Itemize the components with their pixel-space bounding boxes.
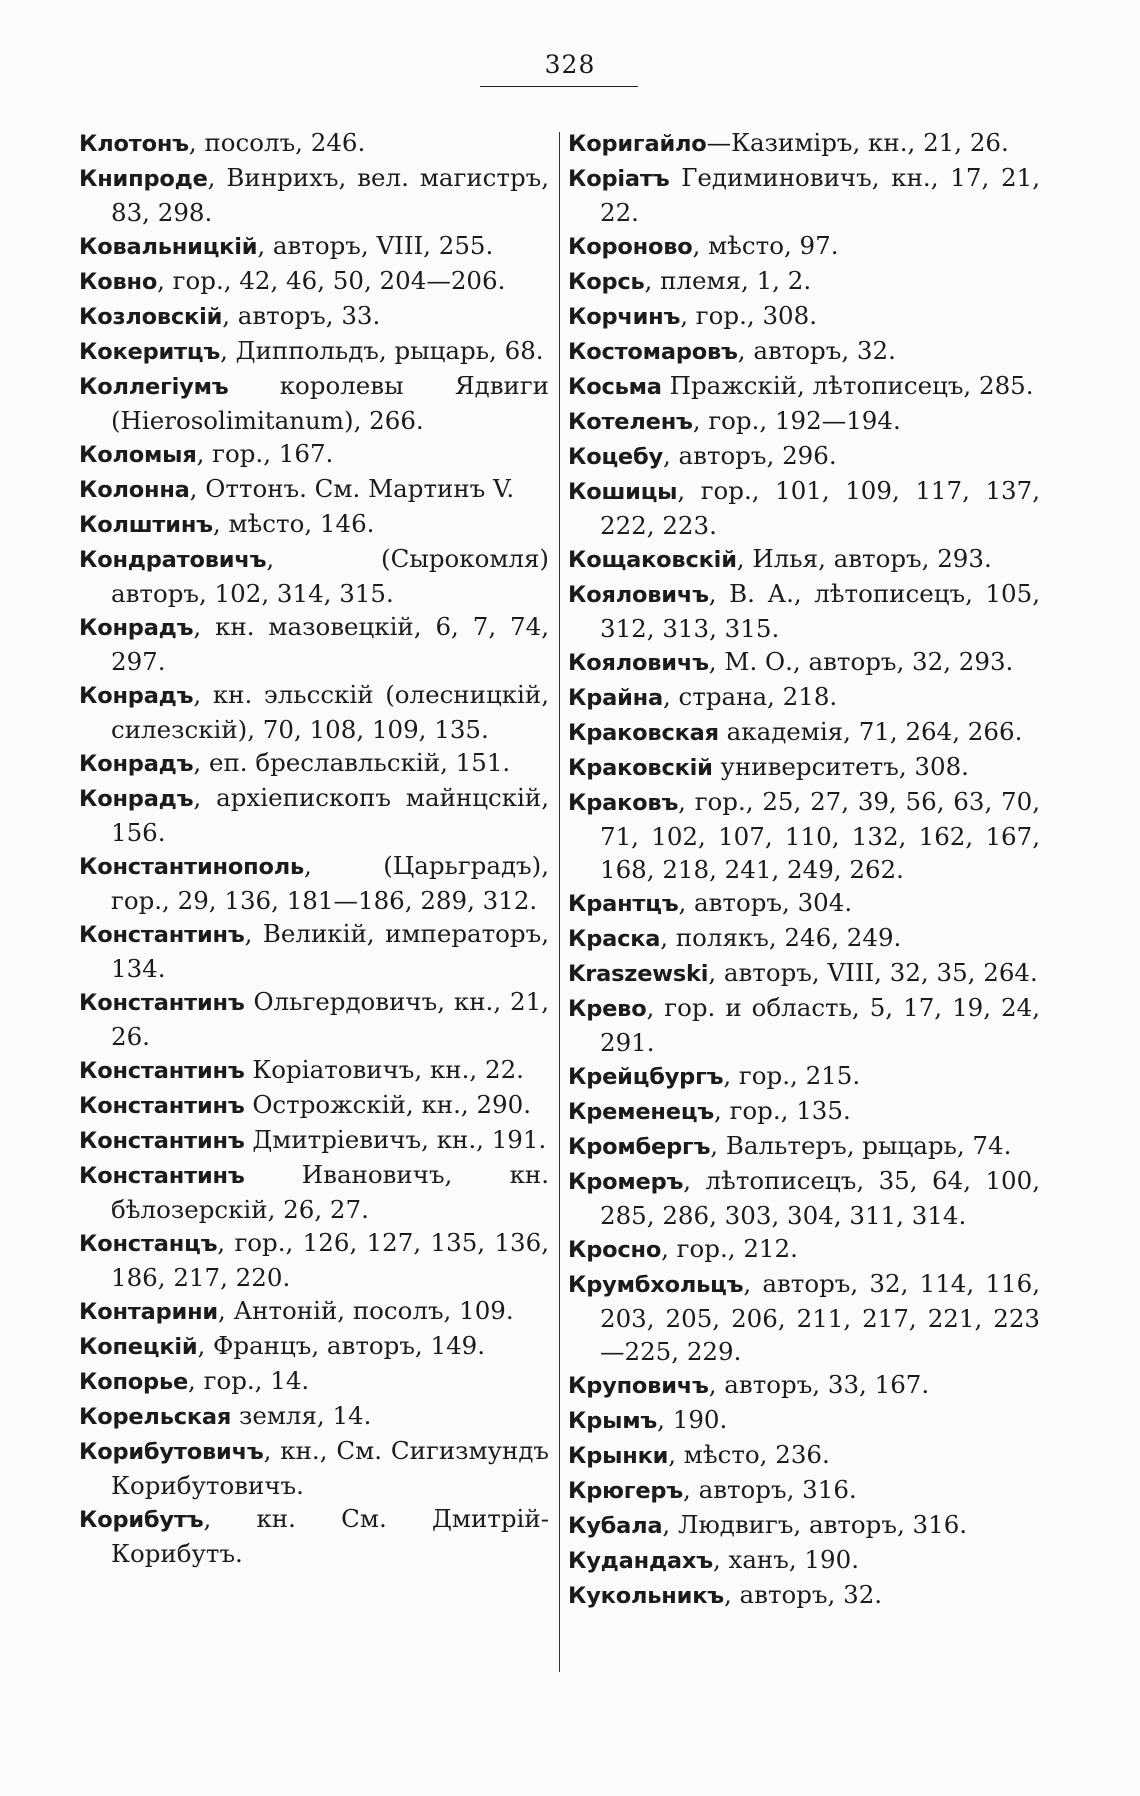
index-term: Конрадъ [79, 751, 194, 777]
index-entry [79, 1434, 549, 1502]
index-details: , гор., 42, 46, 50, 204—206. [157, 266, 506, 295]
index-term: Книпроде [79, 166, 208, 192]
index-term: Крево [568, 996, 647, 1022]
index-details: , кн. эльсскій (олесницкій, силезскій), 70, 108, 109, 135. [111, 680, 549, 744]
index-entry [568, 474, 1040, 542]
index-entry [568, 921, 1040, 956]
index-term: Копорье [79, 1369, 189, 1395]
index-entry [568, 1164, 1040, 1232]
index-details: , гор., 192—194. [692, 406, 901, 435]
index-entry [568, 229, 1040, 264]
index-details: , М. О., авторъ, 32, 293. [708, 647, 1014, 676]
index-details: , еп. бреславльскій, 151. [193, 748, 511, 777]
index-entry [568, 1508, 1040, 1543]
index-details: , гор., 215. [723, 1061, 861, 1090]
index-term: Костомаровъ [568, 339, 738, 365]
index-details: , авторъ, 33. [222, 301, 381, 330]
index-details: , Великій, императоръ, 134. [111, 919, 549, 983]
index-entry [568, 715, 1040, 750]
index-term: Краковъ [568, 790, 679, 816]
index-term: Колонна [79, 477, 190, 503]
index-entry [79, 437, 549, 472]
index-details: , посолъ, 246. [188, 128, 366, 157]
index-term: Коріатъ [568, 166, 670, 192]
index-term: Кромбергъ [568, 1134, 711, 1160]
index-entry [79, 678, 549, 746]
index-entry [568, 785, 1040, 886]
index-details: , лѣтописецъ, 35, 64, 100, 285, 286, 303, 304, 311, 314. [600, 1166, 1040, 1230]
index-term: Крайна [568, 685, 663, 711]
index-entry [568, 369, 1040, 404]
index-details: , В. А., лѣтописецъ, 105, 312, 313, 315. [600, 579, 1040, 643]
index-details: университетъ, 308. [712, 752, 969, 781]
index-entry [79, 334, 549, 369]
index-term: Косьма [568, 374, 662, 400]
index-term: Кокеритцъ [79, 339, 221, 365]
index-term: Кукольникъ [568, 1583, 724, 1609]
index-entry [79, 1329, 549, 1364]
index-column-right [568, 126, 1040, 1613]
index-entry [79, 1123, 549, 1158]
index-term: Котеленъ [568, 409, 693, 435]
index-details: , авторъ, 33, 167. [708, 1370, 930, 1399]
index-details: , гор., 126, 127, 135, 136, 186, 217, 220. [111, 1228, 549, 1292]
index-entry [568, 991, 1040, 1059]
index-details: , гор., 308. [680, 301, 817, 330]
index-term: Константинъ [79, 1163, 245, 1189]
index-entry [568, 161, 1040, 229]
index-details: , авторъ, 296. [662, 441, 837, 470]
index-entry [79, 1294, 549, 1329]
index-term: Кощаковскій [568, 547, 737, 573]
index-entry [79, 1364, 549, 1399]
index-entry [79, 542, 549, 610]
index-entry [568, 126, 1040, 161]
index-entry [568, 577, 1040, 645]
index-term: Крюгеръ [568, 1478, 684, 1504]
index-entry [79, 299, 549, 334]
index-details: , авторъ, 32, 114, 116, 203, 205, 206, 211, 217, 221, 223—225, 229. [600, 1269, 1040, 1366]
index-details: —Казиміръ, кн., 21, 26. [706, 128, 1009, 157]
index-term: Краковская [568, 720, 719, 746]
index-term: Kraszewski [568, 961, 709, 987]
index-entry [568, 439, 1040, 474]
index-term: Краска [568, 926, 661, 952]
index-details: , гор., 14. [188, 1366, 310, 1395]
index-term: Корчинъ [568, 304, 681, 330]
index-term: Коцебу [568, 444, 663, 470]
index-entry [568, 1543, 1040, 1578]
index-entry [79, 849, 549, 917]
index-details: , мѣсто, 236. [668, 1440, 830, 1469]
index-details: земля, 14. [231, 1401, 372, 1430]
index-term: Коломыя [79, 442, 197, 468]
index-entry [568, 1438, 1040, 1473]
index-term: Козловскій [79, 304, 223, 330]
index-term: Круповичъ [568, 1373, 709, 1399]
index-entry [568, 1473, 1040, 1508]
index-term: Коригайло [568, 131, 707, 157]
index-term: Конрадъ [79, 683, 194, 709]
index-term: Константинополь [79, 854, 305, 880]
index-entry [568, 404, 1040, 439]
index-details: академія, 71, 264, 266. [718, 717, 1023, 746]
index-entry [79, 746, 549, 781]
index-term: Константинъ [79, 922, 245, 948]
index-term: Кросно [568, 1237, 662, 1263]
index-details: , гор., 167. [196, 439, 334, 468]
index-term: Констанцъ [79, 1231, 218, 1257]
index-term: Кромеръ [568, 1169, 684, 1195]
index-details: Гедиминовичъ, кн., 17, 21, 22. [600, 163, 1040, 227]
index-entry [568, 1403, 1040, 1438]
index-details: , гор., 135. [714, 1096, 851, 1125]
index-entry [79, 1158, 549, 1226]
index-details: Дмитріевичъ, кн., 191. [244, 1125, 547, 1154]
index-term: Крантцъ [568, 891, 679, 917]
index-term: Константинъ [79, 1128, 245, 1154]
index-entry [79, 1053, 549, 1088]
header-rule [480, 86, 638, 87]
index-entry [568, 956, 1040, 991]
index-details: , авторъ, VIII, 32, 35, 264. [708, 958, 1038, 987]
index-details: , полякъ, 246, 249. [660, 923, 902, 952]
index-entry [568, 886, 1040, 921]
index-term: Кояловичъ [568, 582, 709, 608]
index-details: , 190. [657, 1405, 728, 1434]
index-details: , мѣсто, 97. [692, 231, 839, 260]
index-entry [79, 1399, 549, 1434]
index-term: Константинъ [79, 1058, 245, 1084]
index-details: , кн., См. Сигизмундъ Корибутовичъ. [111, 1436, 549, 1500]
index-entry [568, 1094, 1040, 1129]
index-entry [568, 1059, 1040, 1094]
index-entry [79, 1502, 549, 1570]
index-term: Коллегіумъ [79, 374, 229, 400]
index-entry [568, 750, 1040, 785]
index-details: , архіепископъ майнцскій, 156. [111, 783, 549, 847]
index-entry [79, 126, 549, 161]
index-entry [79, 1226, 549, 1294]
index-details: , гор., 212. [661, 1234, 798, 1263]
index-entry [568, 299, 1040, 334]
index-term: Ковальницкій [79, 234, 258, 260]
index-term: Крынки [568, 1443, 669, 1469]
index-term: Корельская [79, 1404, 232, 1430]
index-term: Корсь [568, 269, 645, 295]
index-term: Ковно [79, 269, 158, 295]
index-term: Клотонъ [79, 131, 189, 157]
index-term: Контарини [79, 1299, 219, 1325]
index-term: Корибутовичъ [79, 1439, 264, 1465]
index-details: , кн. См. Дмитрій-Корибутъ. [111, 1504, 549, 1568]
index-details: , авторъ, 304. [678, 888, 853, 917]
index-entry [79, 264, 549, 299]
index-details: , Илья, авторъ, 293. [736, 544, 992, 573]
index-details: , ханъ, 190. [712, 1545, 859, 1574]
index-entry [568, 264, 1040, 299]
index-details: Пражскій, лѣтописецъ, 285. [661, 371, 1034, 400]
index-details: , авторъ, 316. [683, 1475, 857, 1504]
index-details: Ивановичъ, кн. бѣлозерскій, 26, 27. [111, 1160, 549, 1224]
index-entry [79, 507, 549, 542]
index-details: , мѣсто, 146. [212, 509, 375, 538]
index-details: , гор., 25, 27, 39, 56, 63, 70, 71, 102, 107, 110, 132, 162, 167, 168, 218, 241, 249, 262. [600, 787, 1040, 884]
index-entry [568, 1129, 1040, 1164]
index-term: Константинъ [79, 1093, 245, 1119]
index-details: , Людвигъ, авторъ, 316. [662, 1510, 968, 1539]
index-term: Колштинъ [79, 512, 213, 538]
index-entry [79, 610, 549, 678]
index-details: Ольгердовичъ, кн., 21, 26. [111, 987, 549, 1051]
index-term: Крымъ [568, 1408, 658, 1434]
index-term: Кубала [568, 1513, 663, 1539]
index-term: Конрадъ [79, 615, 194, 641]
column-divider [559, 132, 560, 1672]
index-term: Кондратовичъ [79, 547, 267, 573]
index-details: , гор. и область, 5, 17, 19, 24, 291. [600, 993, 1040, 1057]
index-term: Конрадъ [79, 786, 194, 812]
page-number: 328 [544, 50, 596, 79]
index-column-left [79, 126, 549, 1570]
index-entry [568, 1267, 1040, 1368]
index-entry [568, 334, 1040, 369]
index-term: Крейцбургъ [568, 1064, 724, 1090]
index-details: , Антоній, посолъ, 109. [218, 1296, 514, 1325]
index-term: Константинъ [79, 990, 245, 1016]
index-details: Коріатовичъ, кн., 22. [244, 1055, 524, 1084]
index-entry [79, 472, 549, 507]
index-entry [79, 781, 549, 849]
index-entry [568, 542, 1040, 577]
index-term: Краковскій [568, 755, 713, 781]
index-details: , страна, 218. [662, 682, 838, 711]
index-details: , авторъ, 32. [737, 336, 896, 365]
index-details: , кн. мазовецкій, 6, 7, 74, 297. [111, 612, 549, 676]
index-entry [79, 917, 549, 985]
index-details: , Вальтеръ, рыцарь, 74. [710, 1131, 1012, 1160]
index-term: Кояловичъ [568, 650, 709, 676]
index-term: Кошицы [568, 479, 678, 505]
index-entry [79, 369, 549, 437]
index-details: , Винрихъ, вел. магистръ, 83, 298. [111, 163, 549, 227]
index-entry [79, 1088, 549, 1123]
index-details: королевы Ядвиги (Hierosolimitanum), 266. [111, 371, 549, 435]
index-term: Кременецъ [568, 1099, 714, 1125]
index-details: , (Сырокомля) авторъ, 102, 314, 315. [111, 544, 549, 608]
index-details: , Францъ, авторъ, 149. [197, 1331, 486, 1360]
index-details: , авторъ, VIII, 255. [257, 231, 494, 260]
index-entry [568, 1368, 1040, 1403]
index-term: Корибутъ [79, 1507, 204, 1533]
index-entry [568, 680, 1040, 715]
index-details: Острожскій, кн., 290. [244, 1090, 532, 1119]
index-details: , (Царьградъ), гор., 29, 136, 181—186, 289, 312. [111, 851, 549, 915]
index-details: , племя, 1, 2. [644, 266, 812, 295]
index-entry [568, 645, 1040, 680]
index-entry [79, 229, 549, 264]
index-entry [79, 161, 549, 229]
index-entry [79, 985, 549, 1053]
index-details: , гор., 101, 109, 117, 137, 222, 223. [600, 476, 1040, 540]
index-details: , Диппольдъ, рыцарь, 68. [220, 336, 544, 365]
index-details: , Оттонъ. См. Мартинъ V. [189, 474, 515, 503]
index-term: Короново [568, 234, 693, 260]
index-entry [568, 1232, 1040, 1267]
index-details: , авторъ, 32. [723, 1580, 883, 1609]
index-entry [568, 1578, 1040, 1613]
index-term: Кудандахъ [568, 1548, 713, 1574]
index-term: Крумбхольцъ [568, 1272, 744, 1298]
index-term: Копецкій [79, 1334, 198, 1360]
